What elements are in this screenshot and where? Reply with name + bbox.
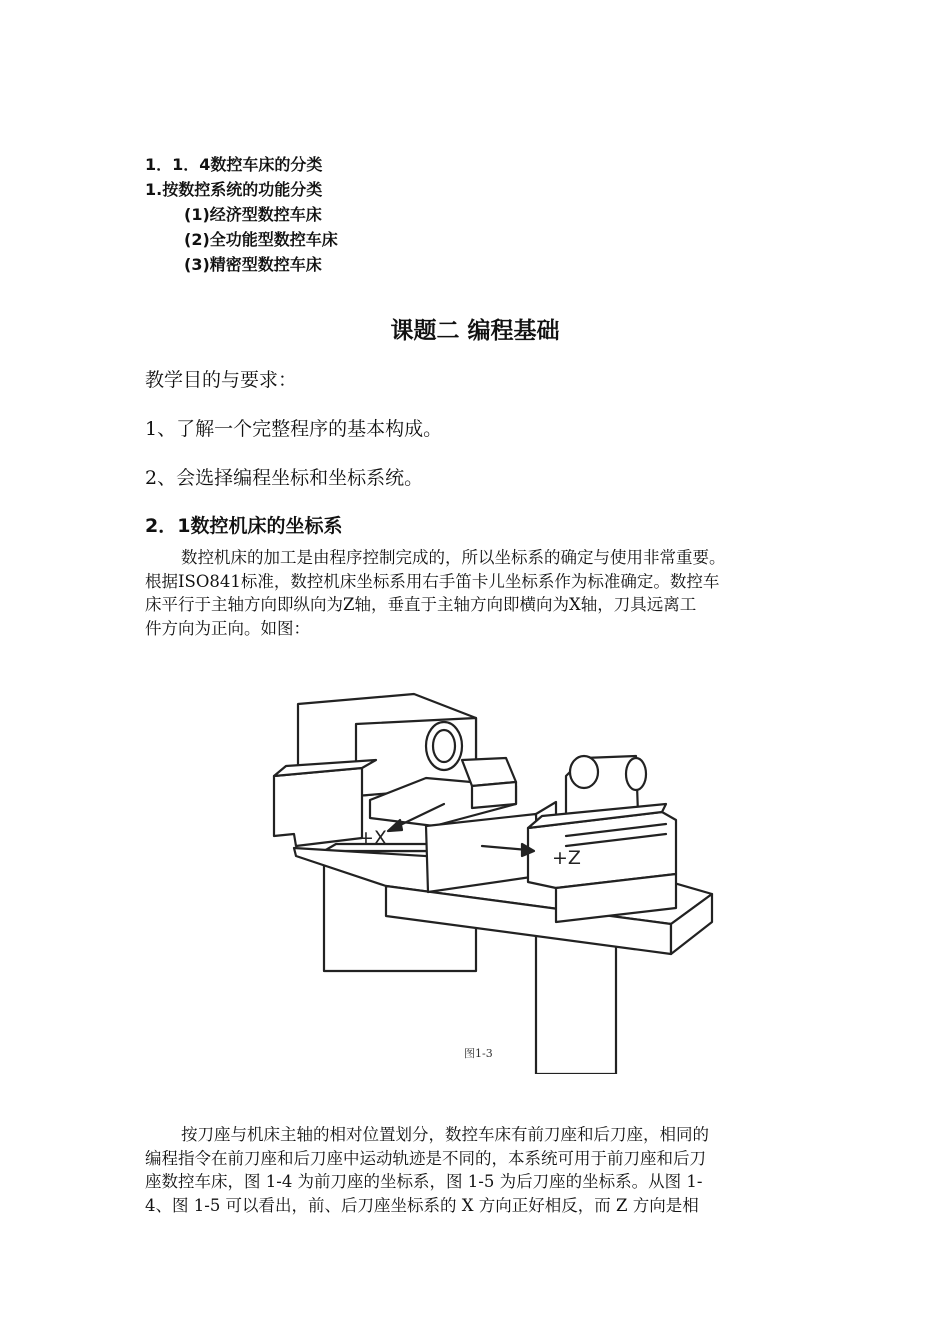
goal-item: 1、了解一个完整程序的基本构成。 xyxy=(145,418,443,440)
paragraph-coordinate-system xyxy=(145,546,810,640)
x-axis-label: +X xyxy=(358,827,387,849)
list-item: (1)经济型数控车床 xyxy=(184,205,322,224)
section-heading-114: 1．1．4数控车床的分类 xyxy=(145,155,323,174)
paragraph-line: 件方向为正向。如图： xyxy=(145,618,310,638)
figure-caption: 图1-3 xyxy=(464,1047,493,1060)
section-heading-21: 2．1数控机床的坐标系 xyxy=(145,515,343,537)
list-item: (2)全功能型数控车床 xyxy=(184,230,338,249)
lathe-figure xyxy=(266,686,714,1074)
paragraph-line: 编程指令在前刀座和后刀座中运动轨迹是不同的，本系统可用于前刀座和后刀 xyxy=(145,1148,706,1168)
paragraph-line: 按刀座与机床主轴的相对位置划分，数控车床有前刀座和后刀座，相同的 xyxy=(181,1125,709,1144)
page-title: 课题二 编程基础 xyxy=(390,318,560,344)
tool-post-front xyxy=(472,782,516,808)
tailstock-quill xyxy=(570,756,598,788)
list-item: (3)精密型数控车床 xyxy=(184,255,322,274)
tailstock-handwheel xyxy=(626,758,646,790)
goals-label: 教学目的与要求： xyxy=(145,369,298,391)
goal-item: 2、会选择编程坐标和坐标系统。 xyxy=(145,467,424,489)
spindle-inner xyxy=(433,730,455,762)
lathe-illustration xyxy=(266,686,714,1074)
paragraph-line: 床平行于主轴方向即纵向为Z轴，垂直于主轴方向即横向为X轴，刀具远离工 xyxy=(145,595,697,614)
paragraph-line: 4、图 1-5 可以看出，前、后刀座坐标系的 X 方向正好相反，而 Z 方向是相 xyxy=(145,1195,699,1215)
paragraph-line: 数控机床的加工是由程序控制完成的，所以坐标系的确定与使用非常重要。 xyxy=(181,548,726,567)
z-axis-label: +Z xyxy=(552,847,581,869)
paragraph-line: 座数控车床，图 1-4 为前刀座的坐标系，图 1-5 为后刀座的坐标系。从图 1- xyxy=(145,1172,703,1191)
left-base xyxy=(274,768,362,846)
paragraph-tool-post xyxy=(145,1123,810,1217)
subheading-classification: 1.按数控系统的功能分类 xyxy=(145,180,323,199)
paragraph-line: 根据ISO841标准，数控机床坐标系用右手笛卡儿坐标系作为标准确定。数控车 xyxy=(145,571,720,591)
